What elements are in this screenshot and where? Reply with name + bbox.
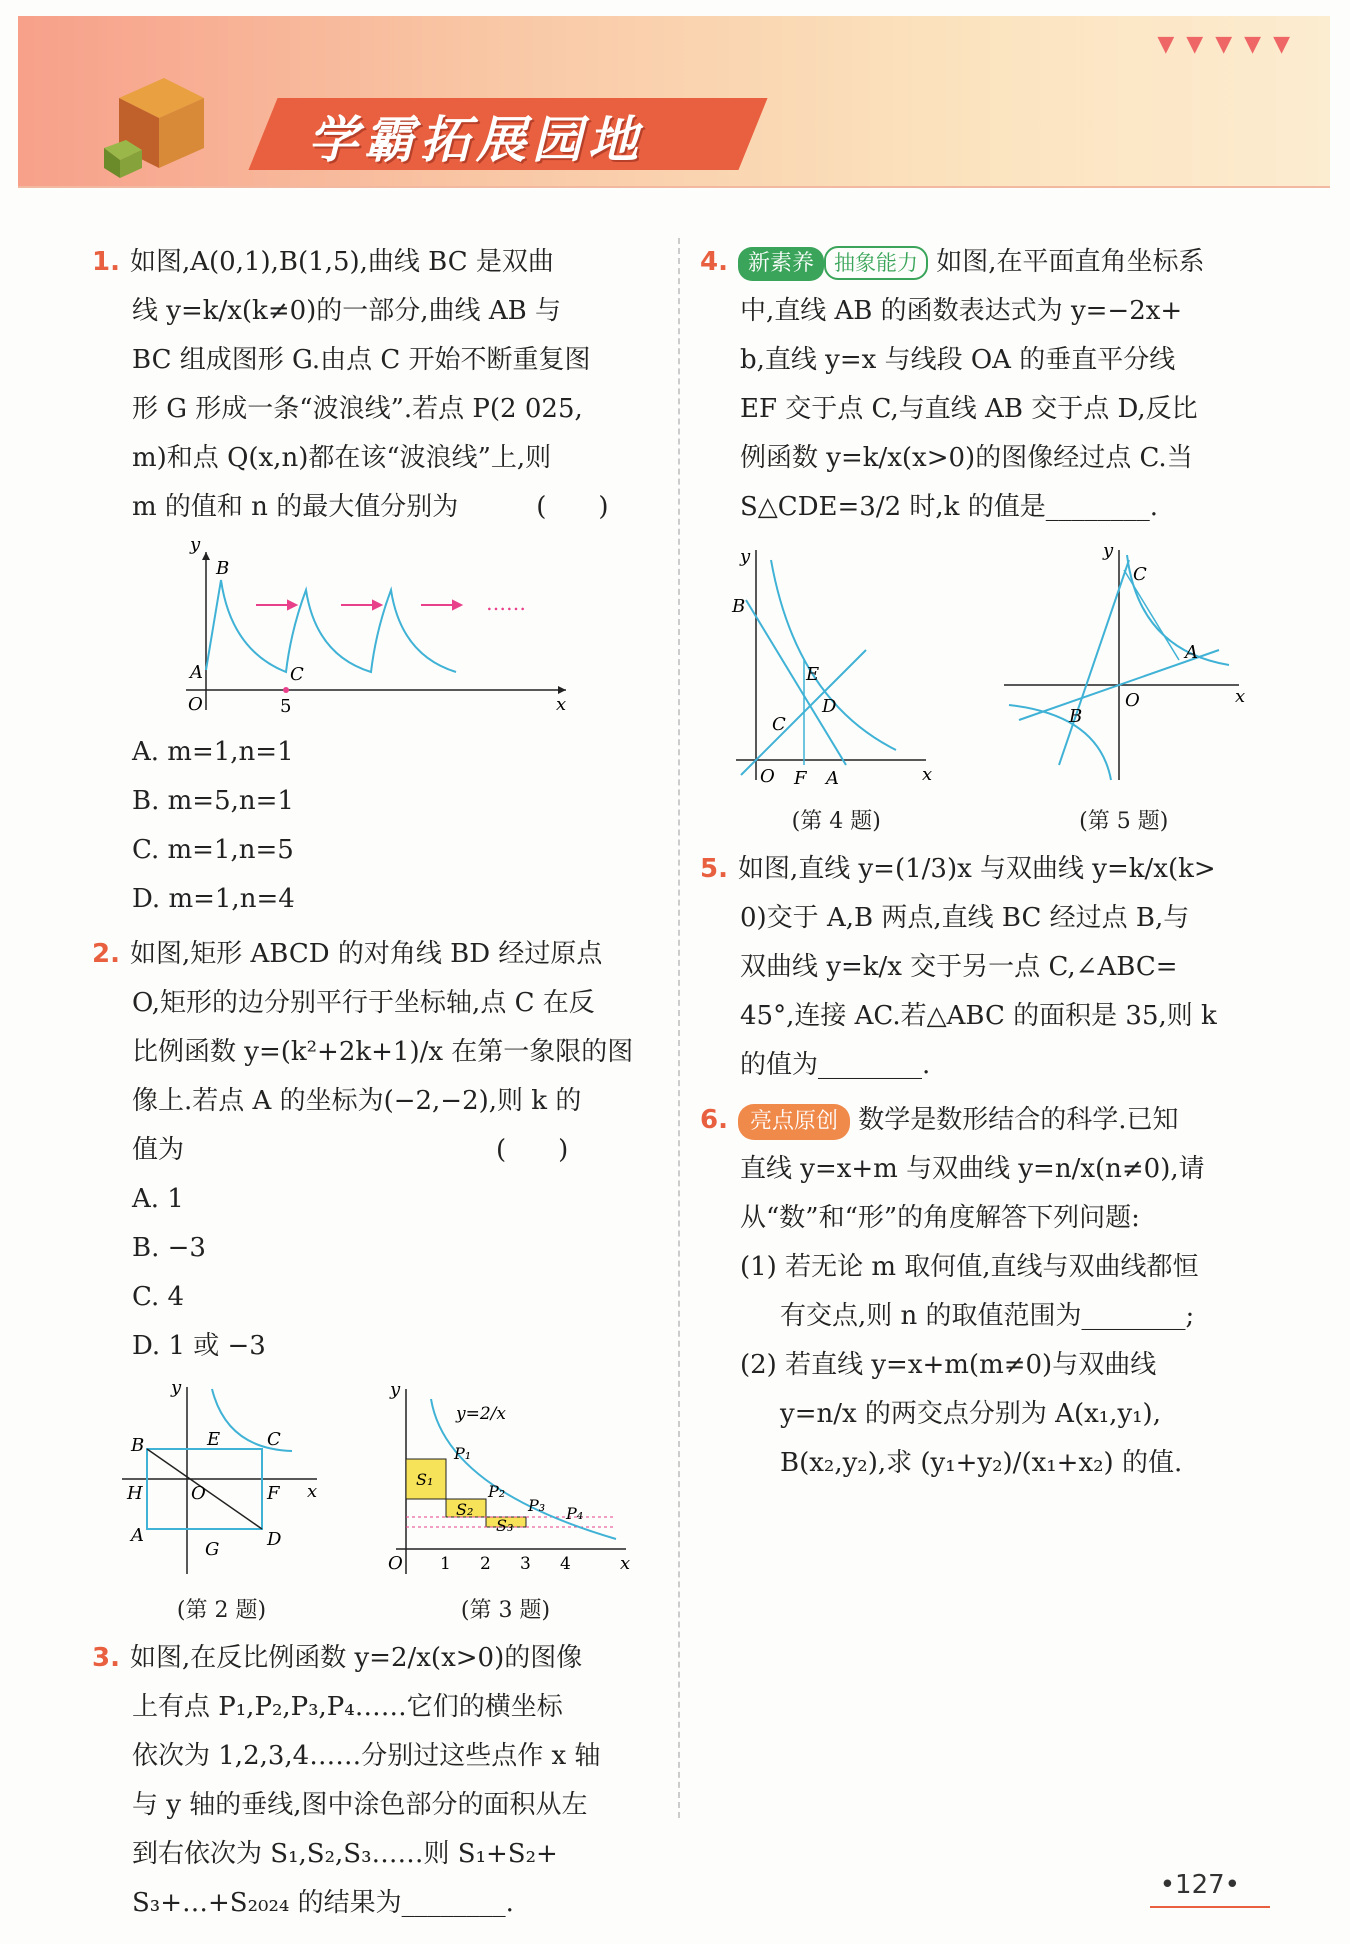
question-text: 依次为 1,2,3,4……分别过这些点作 x 轴 <box>132 1741 601 1771</box>
point-label-c: C <box>1132 564 1147 585</box>
option-c[interactable]: C. m=1,n=5 <box>132 835 294 865</box>
point-label-g: G <box>204 1539 219 1560</box>
header-banner <box>18 16 1330 188</box>
area-label-s3: S₃ <box>495 1516 513 1535</box>
question-text: 直线 y=x+m 与双曲线 y=n/x(n≠0),请 <box>740 1154 1205 1184</box>
question-text: 的值为________. <box>740 1050 931 1080</box>
origin-label: O <box>1124 690 1140 711</box>
question-4 <box>700 238 1275 837</box>
area-label-s2: S₂ <box>455 1500 473 1519</box>
point-label-c: C <box>290 664 304 685</box>
point-label-c: C <box>266 1429 281 1450</box>
question-text: S△CDE=3/2 时,k 的值是________. <box>740 492 1158 522</box>
question-number: 4. <box>700 247 728 277</box>
question-text: 0)交于 A,B 两点,直线 BC 经过点 B,与 <box>740 903 1190 933</box>
page-number: •127• <box>1159 1870 1240 1900</box>
question-text: 数学是数形结合的科学.已知 <box>858 1105 1179 1135</box>
question-6 <box>700 1096 1275 1488</box>
hyperbola-triangle-figure <box>999 540 1249 790</box>
point-label-b: B <box>1068 706 1082 727</box>
question-text: 如图,直线 y=(1/3)x 与双曲线 y=k/x(k> <box>737 854 1216 884</box>
question-text: m 的值和 n 的最大值分别为 ( ) <box>132 492 609 522</box>
question-text: (2) 若直线 y=x+m(m≠0)与双曲线 <box>740 1350 1157 1380</box>
option-a[interactable]: A. m=1,n=1 <box>132 737 294 767</box>
origin-label: O <box>188 694 203 715</box>
question-1 <box>92 238 660 924</box>
option-d[interactable]: D. 1 或 −3 <box>132 1331 266 1361</box>
question-3 <box>92 1634 660 1928</box>
axis-label-x: x <box>922 764 933 785</box>
axis-label-y: y <box>170 1379 181 1398</box>
tick-label: 1 <box>439 1554 451 1574</box>
question-text: 双曲线 y=k/x 交于另一点 C,∠ABC= <box>740 952 1178 982</box>
tick-label: 4 <box>559 1554 571 1574</box>
question-text: 有交点,则 n 的取值范围为________; <box>780 1301 1195 1331</box>
question-text: 如图,矩形 ABCD 的对角线 BD 经过原点 <box>129 939 603 969</box>
figure-caption: (第 2 题) <box>176 1598 267 1623</box>
axis-label-y: y <box>740 546 751 567</box>
point-label-p4: P₄ <box>565 1504 583 1523</box>
question-number: 3. <box>92 1643 120 1673</box>
function-label: y=2/x <box>455 1404 506 1424</box>
question-text: 上有点 P₁,P₂,P₃,P₄……它们的横坐标 <box>132 1692 563 1722</box>
question-text: O,矩形的边分别平行于坐标轴,点 C 在反 <box>132 988 595 1018</box>
point-label-c: C <box>772 714 787 735</box>
point-label-e: E <box>206 1429 220 1450</box>
question-text: 从“数”和“形”的角度解答下列问题: <box>740 1203 1140 1233</box>
point-label-b: B <box>216 558 230 579</box>
option-d[interactable]: D. m=1,n=4 <box>132 884 295 914</box>
figure-q1 <box>92 540 660 720</box>
axis-label-x: x <box>306 1481 317 1502</box>
rubiks-cube-icon <box>104 68 214 178</box>
new-literacy-badge: 新素养 <box>738 247 824 281</box>
origin-label: O <box>190 1483 206 1504</box>
origin-label: O <box>760 766 776 787</box>
question-text: (1) 若无论 m 取何值,直线与双曲线都恒 <box>740 1252 1199 1282</box>
rectangle-figure <box>117 1379 327 1579</box>
question-text: 形 G 形成一条“波浪线”.若点 P(2 025, <box>132 394 583 424</box>
figure-caption: (第 4 题) <box>791 809 881 834</box>
point-label-b: B <box>732 596 746 617</box>
point-label-p3: P₃ <box>527 1496 545 1515</box>
axis-label-y: y <box>190 540 201 555</box>
abstract-ability-badge: 抽象能力 <box>824 246 928 280</box>
question-text: 如图,在平面直角坐标系 <box>936 247 1205 277</box>
question-2 <box>92 930 660 1626</box>
linear-hyperbola-figure <box>726 540 946 790</box>
question-text: b,直线 y=x 与线段 OA 的垂直平分线 <box>740 345 1176 375</box>
figure-caption: (第 5 题) <box>1079 809 1169 834</box>
question-text: 到右依次为 S₁,S₂,S₃……则 S₁+S₂+ <box>132 1839 558 1869</box>
options-q2 <box>92 1175 660 1371</box>
question-text: 线 y=k/x(k≠0)的一部分,曲线 AB 与 <box>132 296 561 326</box>
question-number: 5. <box>700 854 728 884</box>
svg-text:……: …… <box>486 591 526 615</box>
tick-label: 3 <box>519 1554 531 1574</box>
option-c[interactable]: C. 4 <box>132 1282 185 1312</box>
point-label-a: A <box>130 1525 144 1546</box>
option-b[interactable]: B. m=5,n=1 <box>132 786 294 816</box>
question-text: m)和点 Q(x,n)都在该“波浪线”上,则 <box>132 443 552 473</box>
area-label-s1: S₁ <box>415 1470 433 1489</box>
point-label-f: F <box>794 768 807 789</box>
question-5 <box>700 845 1275 1090</box>
axis-label-x: x <box>1234 686 1245 707</box>
figure-caption: (第 3 题) <box>460 1598 551 1623</box>
point-label-p2: P₂ <box>487 1482 505 1501</box>
point-label-b: B <box>130 1435 144 1456</box>
original-highlight-badge: 亮点原创 <box>738 1104 850 1140</box>
point-label-d: D <box>266 1529 281 1550</box>
tick-label: 2 <box>479 1554 491 1574</box>
point-label-d: D <box>822 696 837 717</box>
question-text: S₃+…+S₂₀₂₄ 的结果为________. <box>132 1888 514 1918</box>
point-label-a: A <box>826 768 840 789</box>
question-text: y=n/x 的两交点分别为 A(x₁,y₁), <box>780 1399 1161 1429</box>
options-q1 <box>92 728 660 924</box>
question-number: 1. <box>92 247 120 277</box>
question-number: 6. <box>700 1105 728 1135</box>
wave-curve-figure <box>166 540 586 720</box>
decorative-triangles-icon: ▼▼▼▼▼ <box>1157 32 1302 57</box>
point-label-a: A <box>190 662 203 683</box>
question-text: 中,直线 AB 的函数表达式为 y=−2x+ <box>740 296 1183 326</box>
axis-label-y: y <box>389 1379 400 1400</box>
option-b[interactable]: B. −3 <box>132 1233 206 1263</box>
axis-label-x: x <box>556 694 567 715</box>
question-text: EF 交于点 C,与直线 AB 交于点 D,反比 <box>740 394 1198 424</box>
question-text: B(x₂,y₂),求 (y₁+y₂)/(x₁+x₂) 的值. <box>780 1448 1183 1478</box>
point-label-h: H <box>126 1483 143 1504</box>
question-text: 例函数 y=k/x(x>0)的图像经过点 C.当 <box>740 443 1193 473</box>
page-number-underline <box>1150 1906 1270 1908</box>
question-number: 2. <box>92 939 120 969</box>
question-text: 值为 ( ) <box>132 1135 569 1165</box>
left-column <box>92 238 660 1934</box>
figures-q2-q3 <box>92 1379 660 1626</box>
origin-label: O <box>387 1553 403 1574</box>
option-a[interactable]: A. 1 <box>132 1184 184 1214</box>
right-column <box>700 238 1275 1494</box>
question-text: BC 组成图形 G.由点 C 开始不断重复图 <box>132 345 591 375</box>
point-label-e: E <box>806 664 820 685</box>
axis-label-x: x <box>619 1553 630 1574</box>
question-text: 与 y 轴的垂线,图中涂色部分的面积从左 <box>132 1790 588 1820</box>
question-text: 比例函数 y=(k²+2k+1)/x 在第一象限的图 <box>132 1037 634 1067</box>
tick-label-5: 5 <box>280 696 292 717</box>
question-text: 45°,连接 AC.若△ABC 的面积是 35,则 k <box>740 1001 1217 1031</box>
column-divider <box>678 238 680 1818</box>
axis-label-y: y <box>1102 540 1113 561</box>
page-title: 学霸拓展园地 <box>308 111 644 169</box>
question-text: 如图,A(0,1),B(1,5),曲线 BC 是双曲 <box>129 247 554 277</box>
figures-q4-q5 <box>700 540 1275 837</box>
point-label-p1: P₁ <box>453 1444 471 1463</box>
point-label-a: A <box>1184 642 1198 663</box>
area-strips-figure <box>376 1379 636 1579</box>
question-text: 像上.若点 A 的坐标为(−2,−2),则 k 的 <box>132 1086 582 1116</box>
question-text: 如图,在反比例函数 y=2/x(x>0)的图像 <box>129 1643 583 1673</box>
point-label-f: F <box>266 1483 279 1504</box>
